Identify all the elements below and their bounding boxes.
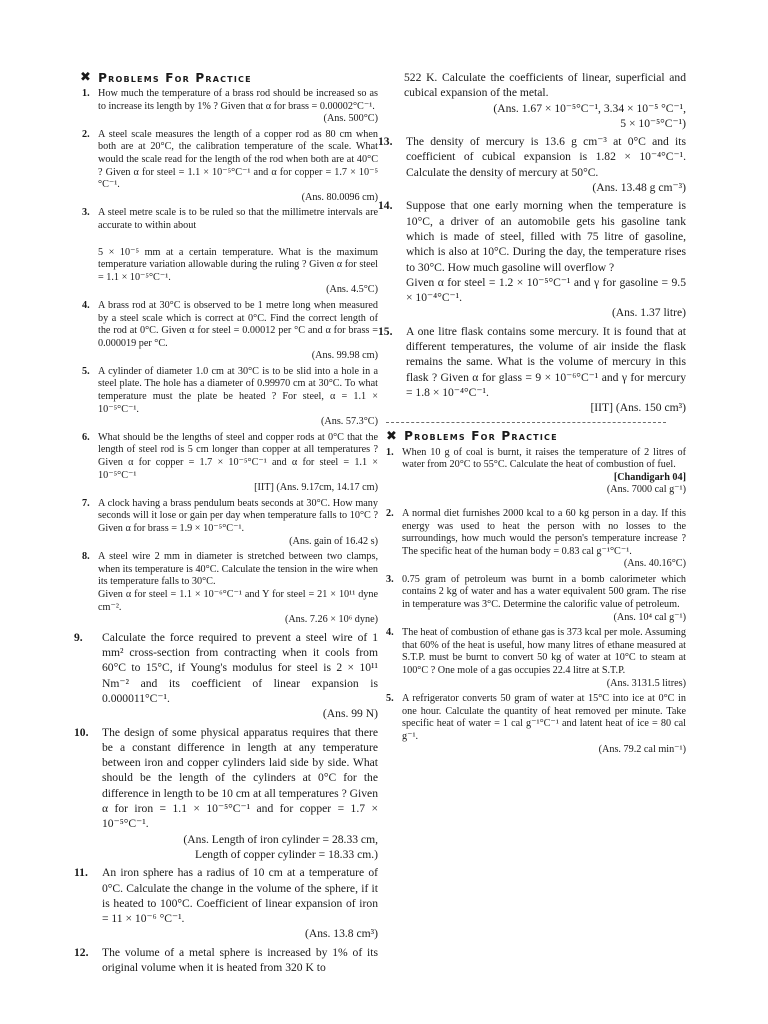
problem-12 [74,945,378,976]
section-heading-calorimetry [386,429,686,444]
problem-number: 4. [386,627,394,639]
problem-number: 3. [82,207,90,219]
problem-14 [378,198,686,320]
problem-text: How much the temperature of a brass rod should be increased so as to increase its length by 1% ? Given that α for brass = 0.00002°C⁻¹. [98,88,378,112]
problem-number: 2. [386,507,394,519]
problem-text: A brass rod at 30°C is observed to be 1 metre long when measured by a steel scale which is correct at 0°C. Find the correct length of the rod at 0°C. Given α for steel = 0.00012 per °C and α for brass = 0.000019 per °C. [98,299,378,349]
problem-number: 1. [82,88,90,99]
spacer [98,233,378,247]
problem-answer: (Ans. 99 N) [322,707,378,721]
problem-7 [82,498,378,548]
problem-text: A clock having a brass pendulum beats seconds at 30°C. How many seconds will it lose or gain per day when temperature falls to 10°C ? Given α for brass = 1.9 × 10⁻⁵°C⁻¹. [98,497,378,534]
cross-mark-icon: ✖ [80,70,93,85]
problem-10 [74,725,378,863]
problem-answer: (Ans. 40.16°C) [623,558,686,570]
problem-text: Calculate the force required to prevent a steel wire of 1 mm² cross-section from contracting when it cools from 60°C to 15°C, if Young's modulus for steel is 2 × 10¹¹ Nm⁻² and its coefficient of linear expansion is 0.000011°C⁻¹. [102,630,378,705]
section-heading-text: Problems For Practice [404,429,558,444]
problem-text: The density of mercury is 13.6 g cm⁻³ at 0°C and its coefficient of cubical expansion is 1.82 × 10⁻⁴°C⁻¹. Calculate the density of mercury at 50°C. [406,135,686,179]
problem-text: 0.75 gram of petroleum was burnt in a bomb calorimeter which contains 2 kg of water and has a water equivalent 500 gram. The rise in temperature was 3°C. Determine the calorific value of petroleum. [402,573,686,611]
problem-text: The design of some physical apparatus requires that there be a constant difference in length at any temperature between iron and copper cylinders laid side by side. What should be the length of the cylinders at 0°C for the difference in length to be 10 cm at all temperatures ? Given α for iron = 1.1 × 10⁻⁵°C⁻¹ and for copper = 1.7 × 10⁻⁵°C⁻¹. [102,725,378,831]
problem-answer: (Ans. 57.3°C) [321,416,378,428]
section-divider [386,422,666,423]
problem-answer: (Ans. 1.37 litre) [611,306,686,320]
problem-number: 14. [378,199,393,213]
problem-answer: (Ans. 7000 cal g⁻¹) [606,484,686,496]
problem-number: 1. [386,446,394,458]
problem-answer: [IIT] (Ans. 9.17cm, 14.17 cm) [254,482,378,494]
problem-text: An iron sphere has a radius of 10 cm at a temperature of 0°C. Calculate the change in the volume of the sphere, if it is heated to 100°C. Coefficient of linear expansion of iron = 11 × 10⁻⁶ °C⁻¹. [102,866,378,926]
problem-5 [82,366,378,429]
problem-number: 12. [74,945,89,959]
problem-15 [378,324,686,416]
problem-number: 5. [82,365,90,377]
problem-text: The volume of a metal sphere is increased by 1% of its original volume when it is heated from 320 K to [102,945,378,974]
left-column [74,70,378,978]
problem-answer: (Ans. 13.48 g cm⁻³) [592,181,686,195]
problem-number: 2. [82,128,90,140]
problem-number: 15. [378,324,393,338]
problem-answer: (Ans. 500°C) [323,113,378,125]
problem-number: 3. [386,573,394,585]
problem-answer: (Ans. 79.2 cal min⁻¹) [598,743,686,755]
problem-2 [82,129,378,205]
calorimetry-problem-3 [386,574,686,624]
problem-answer: (Ans. 10⁴ cal g⁻¹) [613,611,686,623]
problem-8 [82,551,378,627]
section-heading-thermal-expansion [80,70,376,85]
problem-text: A steel wire 2 mm in diameter is stretched between two clamps, when its temperature is 40°C. Calculate the tension in the wire when its temperature falls to 30°C. [98,551,378,588]
calorimetry-problem-4 [386,627,686,690]
problem-text-continued: Given α for steel = 1.2 × 10⁻⁵°C⁻¹ and γ for gasoline = 9.5 × 10⁻⁴°C⁻¹. [406,275,686,305]
problem-source: [Chandigarh 04] [613,471,686,483]
problem-3 [82,207,378,297]
problem-answer: (Ans. gain of 16.42 s) [289,535,378,547]
problem-text: A steel metre scale is to be ruled so that the millimetre intervals are accurate to within about [98,207,378,231]
problem-answer: (Ans. 1.67 × 10⁻⁵°C⁻¹, 3.34 × 10⁻⁵ °C⁻¹, [493,101,686,115]
problem-text: 522 K. Calculate the coefficients of linear, superficial and cubical expansion of the metal. [404,71,686,100]
problem-answer-continued: Length of copper cylinder = 18.33 cm.) [195,847,378,861]
problem-number: 4. [82,299,90,311]
problem-answer-continued: 5 × 10⁻⁵°C⁻¹) [620,116,686,130]
calorimetry-problem-2 [386,508,686,571]
problem-number: 6. [82,431,90,443]
problem-text-continued: 5 × 10⁻⁵ mm at a certain temperature. What is the maximum temperature variation allowable during the ruling ? Given α for steel = 1.1 × 10⁻⁵°C⁻¹. [98,246,378,283]
problem-text: Suppose that one early morning when the temperature is 10°C, a driver of an automobile gets his gasoline tank which is made of steel, filled with 75 litre of gasoline, which is also at 10°C. During the day, the temperature rises to 30°C. How much gasoline will overflow ? [406,199,686,274]
problem-answer: (Ans. 80.0096 cm) [301,191,378,203]
problem-number: 11. [74,866,88,880]
problem-number: 5. [386,693,394,705]
problem-number: 7. [82,497,90,509]
problem-text: A normal diet furnishes 2000 kcal to a 60 kg person in a day. If this energy was used to heat the person with no losses to the surroundings, how much would the person's temperature increase ? The specific heat of the human body = 0.83 cal g⁻¹°C⁻¹. [402,507,686,557]
calorimetry-problem-5 [386,693,686,756]
problem-13 [378,134,686,195]
problem-text-continued: Given α for steel = 1.1 × 10⁻⁶°C⁻¹ and Y for steel = 21 × 10¹¹ dyne cm⁻². [98,588,378,613]
problem-text: A one litre flask contains some mercury. It is found that at different temperatures, the volume of air inside the flask remains the same. What is the volume of mercury in this flask ? Given α for glass = 9 × 10⁻⁶°C⁻¹ and γ for mercury = 1.8 × 10⁻⁴°C⁻¹. [406,324,686,399]
problem-answer: (Ans. 13.8 cm³) [304,927,378,941]
problem-text: When 10 g of coal is burnt, it raises the temperature of 2 litres of water from 20°C to 55°C. Calculate the heat of combustion of fuel. [402,446,686,471]
calorimetry-problem-1 [386,447,686,497]
problem-answer: (Ans. Length of iron cylinder = 28.33 cm, [183,832,378,846]
problem-number: 13. [378,135,393,149]
problem-answer: (Ans. 3131.5 litres) [606,677,686,689]
cross-mark-icon: ✖ [386,428,399,444]
problem-text: A cylinder of diameter 1.0 cm at 30°C is to be slid into a hole in a steel plate. The hole has a diameter of 0.99970 cm at 30°C. To what temperature must the plate be heated ? For steel, α = 1.1 × 10⁻⁵°C⁻¹. [98,365,378,415]
problem-11 [74,865,378,941]
problem-answer: (Ans. 4.5°C) [326,284,378,296]
right-column [378,70,686,759]
problem-1 [82,88,378,126]
problem-4 [82,300,378,363]
problem-6 [82,432,378,495]
problem-text: A steel scale measures the length of a copper rod as 80 cm when both are at 20°C, the calibration temperature of the scale. What would the scale read for the length of the rod when both are at 40°C ? Given α for steel = 1.1 × 10⁻⁵°C⁻¹ and α for copper = 1.7 × 10⁻⁵ °C⁻¹. [98,128,378,191]
problem-answer: (Ans. 7.26 × 10⁶ dyne) [284,614,378,626]
problem-9 [74,630,378,722]
problem-answer: [IIT] (Ans. 150 cm³) [590,401,686,415]
problem-number: 8. [82,551,90,563]
problem-text: What should be the lengths of steel and copper rods at 0°C that the length of steel rod is 5 cm longer than copper at all temperatures ? Given α for copper = 1.7 × 10⁻⁵°C⁻¹ and α for steel = 1.1 × 10⁻⁵°C⁻¹ [98,431,378,481]
problem-answer: (Ans. 99.98 cm) [311,350,378,362]
problem-text: The heat of combustion of ethane gas is 373 kcal per mole. Assuming that 60% of the heat is useful, how many litres of ethane measured at S.T.P. must be burnt to convert 50 kg of water at 10°C to steam at 100°C ? One mole of a gas occupies 22.4 litre at S.T.P. [402,627,686,677]
problem-12-continued [386,70,686,131]
problem-number: 9. [74,630,83,644]
section-heading-text: Problems For Practice [98,70,252,85]
problem-text: A refrigerator converts 50 gram of water at 15°C into ice at 0°C in one hour. Calculate the quantity of heat removed per minute. Take specific heat of water = 1 cal g⁻¹°C⁻¹ and latent heat of ice = 80 cal g⁻¹. [402,693,686,742]
problem-number: 10. [74,725,89,739]
spacer [386,500,686,508]
